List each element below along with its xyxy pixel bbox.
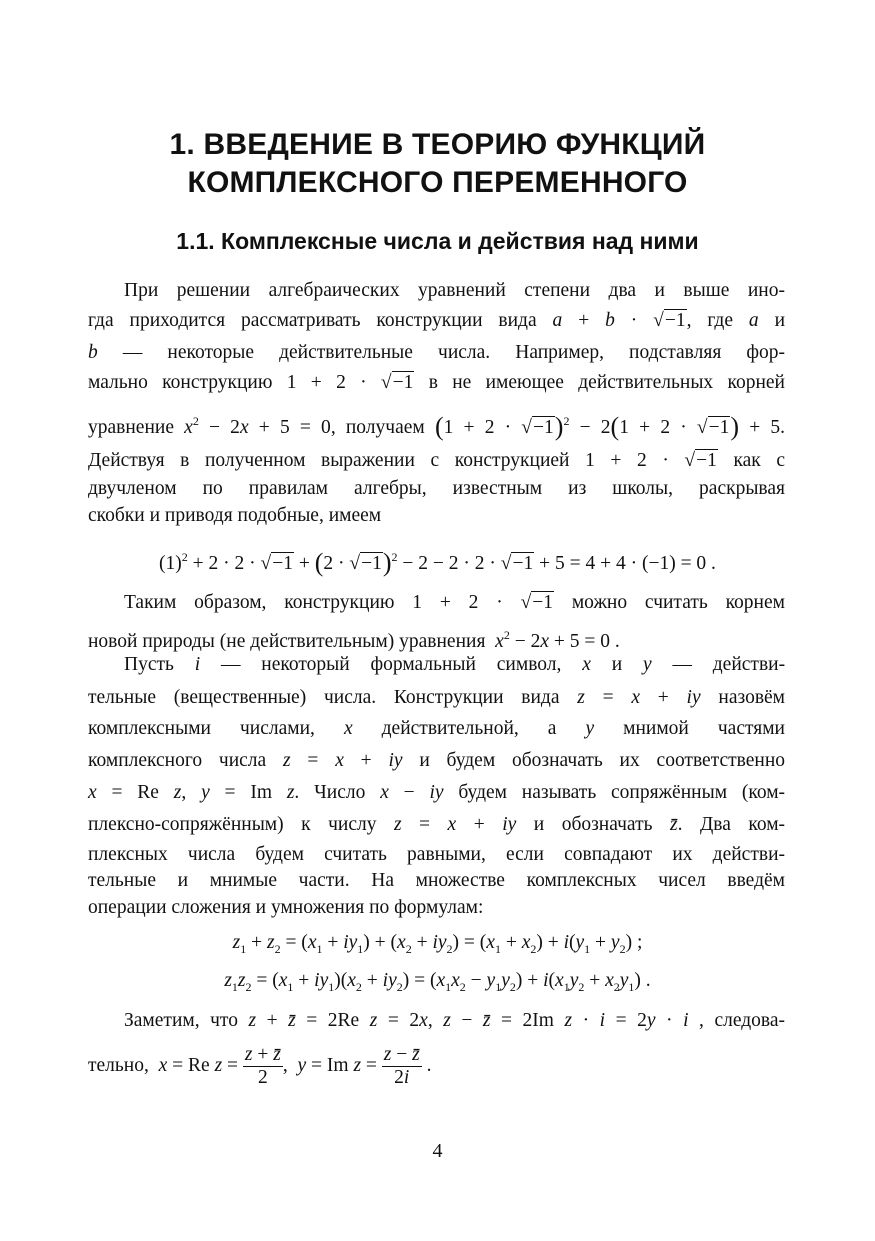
section-title: 1.1. Комплексные числа и действия над ними	[176, 228, 699, 254]
p1-line5: уравнение $x^2 - 2x + 5 = 0$, получаем $(1 + 2 \cdot √-1)^2 - 2(1 + 2 \cdot √-1) + 5$.	[88, 412, 786, 441]
p4-line2: тельно, x = Re z = $\frac{z + z̄}{2}$ , y = Im z = $\frac{z - z̄}{2i}$ .	[88, 1044, 432, 1089]
p3-line2: тельные (вещественные) числа. Конструкции вида z = x + iy назовём	[88, 687, 786, 708]
p1-line6: Действуя в полученном выражении с конструкцией 1 + 2 · √−1 как с	[88, 450, 786, 471]
p1-line7: двучленом по правилам алгебры, известным из школы, раскрывая	[88, 478, 785, 499]
p3-line8: тельные и мнимые части. На множестве комплексных чисел введём	[88, 870, 785, 891]
p3-line1: Пусть i — некоторый формальный символ, x и y — действи-	[124, 654, 786, 675]
p3-line5: x = Re z, y = Im z. Число x − iy будем называть сопряжённым (ком-	[88, 782, 786, 803]
chapter-title-line1: 1. ВВЕДЕНИЕ В ТЕОРИЮ ФУНКЦИЙ	[169, 128, 706, 161]
p3-line4: комплексного числа z = x + iy и будем обозначать их соответственно	[88, 750, 786, 771]
chapter-title-line2: КОМПЛЕКСНОГО ПЕРЕМЕННОГО	[187, 166, 688, 199]
p3-line7: плексных числа будем считать равными, если совпадают их действи-	[88, 844, 785, 865]
equation-expansion: $(1)^2 + 2 \cdot 2 \cdot √-1 + (2 \cdot √-1)^2 - 2 - 2 \cdot 2 \cdot √-1 + 5 = 4 + 4 \cdot (-1) = 0$ .	[159, 548, 716, 577]
p2-line1: Таким образом, конструкцию 1 + 2 · √−1 можно считать корнем	[124, 592, 785, 613]
equation-sum: $z_1 + z_2 = (x_1 + iy_1) + (x_2 + iy_2) = (x_1 + x_2) + i(y_1 + y_2)$ ;	[232, 932, 643, 956]
p4-line1: Заметим, что z + z̄ = 2Re z = 2x, z − z̄ = 2Im z · i = 2y · i , следова-	[124, 1010, 786, 1031]
p1-line3: b — некоторые действительные числа. Например, подставляя фор-	[88, 342, 786, 363]
p3-line6: плексно-сопряжённым) к числу z = x + iy и обозначать z̄. Два ком-	[88, 814, 786, 835]
p2-line2: новой природы (не действительным) уравнения $x^2 - 2x + 5 = 0$ .	[88, 628, 620, 652]
page-number: 4	[432, 1140, 443, 1162]
p1-line8: скобки и приводя подобные, имеем	[88, 505, 382, 526]
equation-product: $z_1z_2 = (x_1 + iy_1)(x_2 + iy_2) = (x_1x_2 - y_1y_2) + i(x_1y_2 + x_2y_1)$ .	[224, 970, 651, 994]
p1-line2: гда приходится рассматривать конструкции вида a + b · √−1, где a и	[88, 310, 786, 331]
p1-line1: При решении алгебраических уравнений степени два и выше ино-	[124, 280, 785, 301]
p3-line3: комплексными числами, x действительной, а y мнимой частями	[88, 718, 785, 739]
p3-line9: операции сложения и умножения по формулам:	[88, 897, 484, 918]
p1-line4: мально конструкцию 1 + 2 · √−1 в не имеющее действительных корней	[88, 372, 785, 393]
